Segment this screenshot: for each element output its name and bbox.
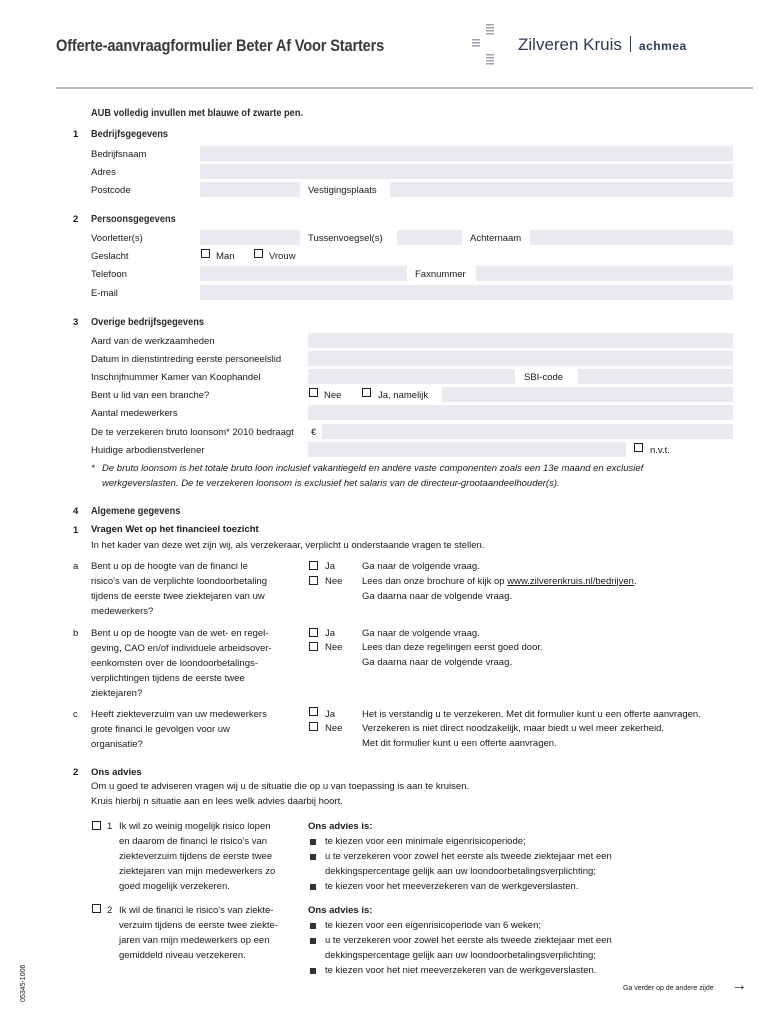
tussenvoegsel-label: Tussenvoegsel(s): [308, 233, 383, 244]
option-2-text-2: verzuim tijdens de eerste twee ziekte-: [119, 920, 278, 931]
section-2-title: Persoonsgegevens: [91, 213, 176, 225]
bullet-icon: [310, 923, 316, 929]
branche-label: Bent u lid van een branche?: [91, 390, 210, 401]
q2-number: 2: [73, 767, 79, 778]
kvk-label: Inschrijfnummer Kamer van Koophandel: [91, 372, 261, 383]
branche-ja-label: Ja, namelijk: [378, 390, 429, 401]
aantal-field[interactable]: [308, 405, 733, 420]
zilverenkruis-link[interactable]: www.zilverenkruis.nl/bedrijven: [507, 576, 634, 587]
aard-label: Aard van de werkzaamheden: [91, 336, 215, 347]
option-1-bullet-2b: dekkingspercentage gelijk aan uw loondoorbetalingsverplichting;: [325, 866, 596, 877]
qc-nee-checkbox[interactable]: [309, 722, 318, 731]
bullet-icon: [310, 938, 316, 944]
faxnummer-field[interactable]: [476, 266, 733, 281]
qc-response-2: Verzekeren is niet direct noodzakelijk, maar biedt u wel meer zekerheid.: [362, 723, 665, 734]
qc-response-3: Met dit formulier kunt u een offerte aanvragen.: [362, 738, 557, 749]
bullet-icon: [310, 854, 316, 860]
qc-text-2: grote financi le gevolgen voor uw: [91, 724, 230, 735]
option-2-number: 2: [107, 905, 113, 916]
nvt-label: n.v.t.: [650, 445, 670, 456]
option-1-advies-title: Ons advies is:: [308, 821, 373, 832]
qa-text-2: risico's van de verplichte loondoorbetaling: [91, 576, 268, 587]
qc-text-1: Heeft ziekteverzuim van uw medewerkers: [91, 709, 267, 720]
option-2-bullet-1: te kiezen voor een eigenrisicoperiode van 6 weken;: [325, 920, 541, 931]
zilveren-kruis-logo-icon: [470, 22, 500, 70]
telefoon-label: Telefoon: [91, 269, 127, 280]
qa-nee-checkbox[interactable]: [309, 576, 318, 585]
option-1-bullet-3: te kiezen voor het meeverzekeren van de werkgeverslasten.: [325, 881, 579, 892]
section-4-number: 4: [73, 506, 79, 517]
vestigingsplaats-field[interactable]: [390, 182, 733, 197]
postcode-label: Postcode: [91, 185, 131, 196]
bullet-icon: [310, 968, 316, 974]
option-1-number: 1: [107, 821, 113, 832]
arbo-label: Huidige arbodienstverlener: [91, 445, 205, 456]
intro-text: AUB volledig invullen met blauwe of zwarte pen.: [91, 107, 304, 119]
qa-response-2-post: .: [633, 576, 637, 587]
option-1-text-3: ziekteverzuim tijdens de eerste twee: [119, 851, 273, 862]
arbo-field[interactable]: [308, 442, 626, 457]
sbi-field[interactable]: [578, 369, 733, 384]
qb-nee-label: Nee: [325, 642, 343, 653]
section-4-title: Algemene gegevens: [91, 505, 181, 517]
qb-letter: b: [73, 628, 79, 639]
page-title: Offerte-aanvraagformulier Beter Af Voor Starters: [56, 36, 385, 55]
option-2-text-3: jaren van mijn medewerkers op een: [119, 935, 270, 946]
brand-achmea: achmea: [638, 39, 687, 53]
section-2-number: 2: [73, 214, 79, 225]
voorletters-field[interactable]: [200, 230, 300, 245]
qb-text-4: verplichtingen tijdens de eerste twee: [91, 673, 245, 684]
qc-ja-checkbox[interactable]: [309, 707, 318, 716]
tussenvoegsel-field[interactable]: [397, 230, 462, 245]
next-page-text: Ga verder op de andere zijde: [623, 985, 714, 992]
aantal-label: Aantal medewerkers: [91, 408, 178, 419]
qa-nee-label: Nee: [325, 576, 343, 587]
qb-text-2: geving, CAO en/of individuele arbeidsover-: [91, 643, 272, 654]
document-code: 05345-1006: [20, 964, 27, 1002]
q2-intro-2: Kruis hierbij n situatie aan en lees welk advies daarbij hoort.: [91, 796, 343, 807]
voorletters-label: Voorletter(s): [91, 233, 143, 244]
bedrijfsnaam-label: Bedrijfsnaam: [91, 149, 147, 160]
postcode-field[interactable]: [200, 182, 300, 197]
qb-text-1: Bent u op de hoogte van de wet- en regel-: [91, 628, 269, 639]
option-1-checkbox[interactable]: [92, 821, 101, 830]
qc-letter: c: [73, 709, 78, 720]
option-2-checkbox[interactable]: [92, 904, 101, 913]
qb-text-5: ziektejaren?: [91, 688, 143, 699]
arrow-right-icon: →: [731, 977, 747, 994]
brand-zilveren-kruis: Zilveren Kruis: [518, 35, 622, 54]
option-2-text-4: gemiddeld niveau verzekeren.: [119, 950, 246, 961]
header-divider: [56, 87, 753, 89]
bullet-icon: [310, 839, 316, 845]
telefoon-field[interactable]: [200, 266, 407, 281]
qb-response-1: Ga naar de volgende vraag.: [362, 628, 480, 639]
qa-response-3: Ga daarna naar de volgende vraag.: [362, 591, 512, 602]
qb-text-3: eenkomsten over de loondoorbetalings-: [91, 658, 258, 669]
qc-text-3: organisatie?: [91, 739, 143, 750]
q1-intro: In het kader van deze wet zijn wij, als verzekeraar, verplicht u onderstaande vragen te stellen.: [91, 540, 485, 551]
adres-label: Adres: [91, 167, 116, 178]
qa-response-1: Ga naar de volgende vraag.: [362, 561, 480, 572]
section-3-number: 3: [73, 317, 79, 328]
loonsom-label: De te verzekeren bruto loonsom* 2010 bedraagt: [91, 427, 294, 438]
q2-title: Ons advies: [91, 767, 142, 778]
qa-letter: a: [73, 561, 79, 572]
branche-field[interactable]: [442, 387, 733, 402]
adres-field[interactable]: [200, 164, 733, 179]
qa-ja-checkbox[interactable]: [309, 561, 318, 570]
branche-nee-label: Nee: [324, 390, 342, 401]
faxnummer-label: Faxnummer: [415, 269, 466, 280]
qb-ja-checkbox[interactable]: [309, 628, 318, 637]
datum-field[interactable]: [308, 351, 733, 366]
option-2-bullet-2a: u te verzekeren voor zowel het eerste als tweede ziektejaar met een: [325, 935, 612, 946]
option-1-bullet-1: te kiezen voor een minimale eigenrisicoperiode;: [325, 836, 526, 847]
option-1-text-2: en daarom de financi le risico's van: [119, 836, 268, 847]
euro-sign: €: [311, 427, 317, 438]
q1-title: Vragen Wet op het financieel toezicht: [91, 524, 259, 535]
brand-name: [518, 35, 687, 55]
footnote-line-1: De bruto loonsom is het totale bruto loon inclusief vakantiegeld en andere vaste componenten zoals een 13e maand en exclusief: [102, 463, 644, 474]
man-label: Man: [216, 251, 235, 262]
qc-response-1: Het is verstandig u te verzekeren. Met dit formulier kunt u een offerte aanvragen.: [362, 709, 701, 720]
qa-text-4: medewerkers?: [91, 606, 154, 617]
bedrijfsnaam-field[interactable]: [200, 146, 733, 161]
option-1-text-5: goed mogelijk verzekeren.: [119, 881, 230, 892]
qb-ja-label: Ja: [325, 628, 336, 639]
option-2-bullet-3: te kiezen voor het niet meeverzekeren van de werkgeverslasten.: [325, 965, 597, 976]
qc-ja-label: Ja: [325, 709, 336, 720]
footnote-star: *: [91, 463, 95, 474]
qb-nee-checkbox[interactable]: [309, 642, 318, 651]
qa-response-2-pre: Lees dan onze brochure of kijk op: [362, 576, 508, 587]
section-3-title: Overige bedrijfsgegevens: [91, 316, 204, 328]
aard-field[interactable]: [308, 333, 733, 348]
section-1-title: Bedrijfsgegevens: [91, 128, 169, 140]
q2-intro-1: Om u goed te adviseren vragen wij u de situatie die op u van toepassing is aan te kruisen.: [91, 781, 470, 792]
nvt-checkbox[interactable]: [634, 443, 643, 452]
qb-response-2: Lees dan deze regelingen eerst goed door.: [362, 642, 543, 653]
achternaam-label: Achternaam: [470, 233, 522, 244]
option-2-advies-title: Ons advies is:: [308, 905, 373, 916]
vrouw-label: Vrouw: [269, 251, 296, 262]
geslacht-label: Geslacht: [91, 251, 129, 262]
kvk-field[interactable]: [308, 369, 515, 384]
bullet-icon: [310, 884, 316, 890]
achternaam-field[interactable]: [530, 230, 733, 245]
man-checkbox[interactable]: [201, 249, 210, 258]
qa-text-3: tijdens de eerste twee ziektejaren van uw: [91, 591, 265, 602]
q1-number: 1: [73, 525, 79, 536]
branche-ja-checkbox[interactable]: [362, 388, 371, 397]
vestigingsplaats-label: Vestigingsplaats: [308, 185, 377, 196]
loonsom-field[interactable]: [322, 424, 733, 439]
option-1-bullet-2a: u te verzekeren voor zowel het eerste als tweede ziektejaar met een: [325, 851, 612, 862]
option-1-text-4: ziektejaren van mijn medewerkers zo: [119, 866, 276, 877]
qb-response-3: Ga daarna naar de volgende vraag.: [362, 657, 512, 668]
qa-response-2: [362, 574, 637, 589]
vrouw-checkbox[interactable]: [254, 249, 263, 258]
email-label: E-mail: [91, 288, 118, 299]
option-2-text-1: Ik wil de financi le risico's van ziekte-: [119, 905, 274, 916]
option-1-text-1: Ik wil zo weinig mogelijk risico lopen: [119, 821, 271, 832]
email-field[interactable]: [200, 285, 733, 300]
option-2-bullet-2b: dekkingspercentage gelijk aan uw loondoorbetalingsverplichting;: [325, 950, 596, 961]
sbi-label: SBI-code: [524, 372, 564, 383]
qa-text-1: Bent u op de hoogte van de financi le: [91, 561, 248, 572]
footnote-line-2: werkgeverslasten. De te verzekeren loonsom is exclusief het salaris van de directeur-grootaandeelhouder(s).: [102, 478, 560, 489]
qa-ja-label: Ja: [325, 561, 336, 572]
branche-nee-checkbox[interactable]: [309, 388, 318, 397]
section-1-number: 1: [73, 129, 79, 140]
datum-label: Datum in dienstintreding eerste personeelslid: [91, 354, 282, 365]
qc-nee-label: Nee: [325, 723, 343, 734]
